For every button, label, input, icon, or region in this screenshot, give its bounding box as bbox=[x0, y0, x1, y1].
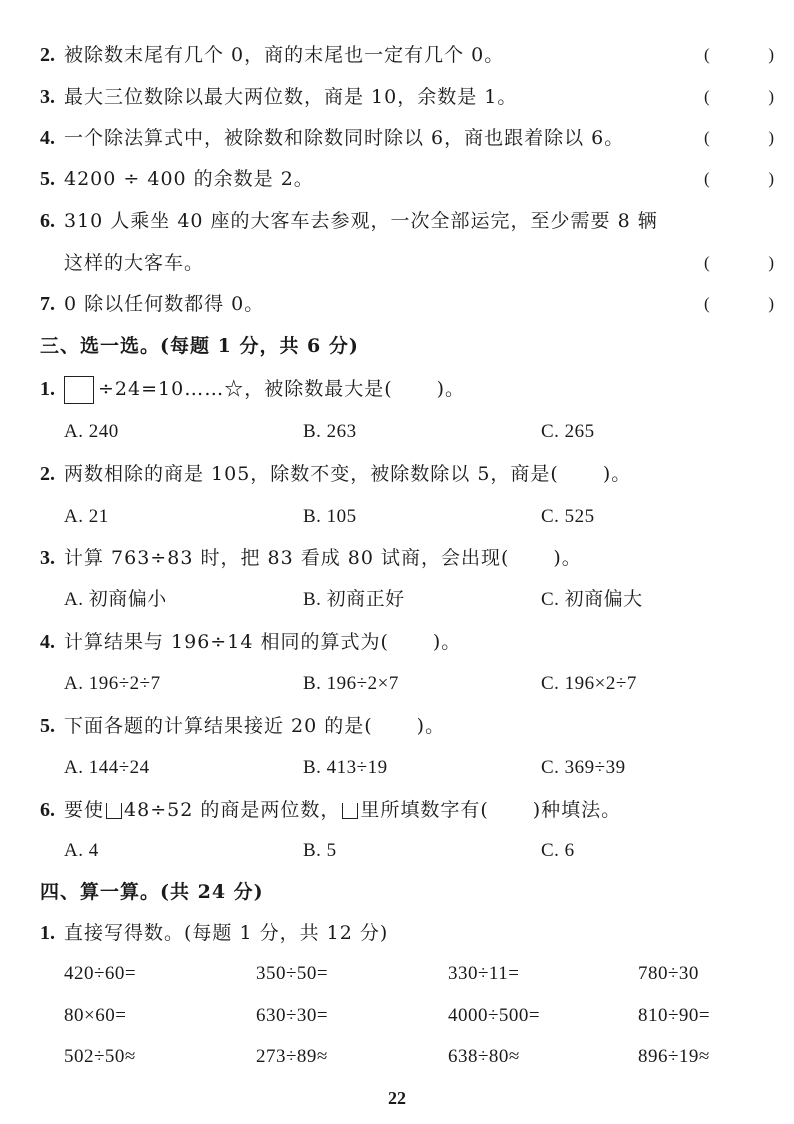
option-b[interactable]: B. 196÷2×7 bbox=[303, 673, 399, 694]
option-a[interactable]: A. 21 bbox=[64, 506, 109, 527]
option-a[interactable]: A. 240 bbox=[64, 421, 119, 442]
calc-item[interactable]: 896÷19≈ bbox=[638, 1046, 710, 1067]
judge-item bbox=[0, 118, 794, 158]
answer-bracket[interactable]: ( ) bbox=[704, 87, 774, 106]
calc-row bbox=[0, 1037, 794, 1077]
item-number: 3. bbox=[40, 86, 55, 108]
section-heading bbox=[0, 326, 794, 366]
calc-row bbox=[0, 996, 794, 1036]
sub-question bbox=[0, 913, 794, 953]
choice-options bbox=[0, 831, 794, 871]
item-number: 1. bbox=[40, 378, 55, 400]
answer-bracket[interactable]: ( ) bbox=[704, 45, 774, 64]
item-text: 4200 ÷ 400 的余数是 2。 bbox=[64, 168, 314, 190]
choice-question bbox=[0, 538, 794, 578]
option-a[interactable]: A. 4 bbox=[64, 840, 99, 861]
digit-box[interactable] bbox=[106, 803, 122, 819]
calc-item[interactable]: 4000÷500= bbox=[448, 1005, 541, 1026]
judge-item bbox=[0, 77, 794, 117]
judge-item bbox=[0, 201, 794, 241]
choice-question bbox=[0, 454, 794, 494]
item-number: 5. bbox=[40, 715, 55, 737]
answer-bracket[interactable]: ( ) bbox=[704, 294, 774, 313]
option-c[interactable]: C. 6 bbox=[541, 840, 575, 861]
item-text: 直接写得数。(每题 1 分，共 12 分) bbox=[64, 922, 389, 944]
item-text: 310 人乘坐 40 座的大客车去参观，一次全部运完，至少需要 8 辆 bbox=[64, 210, 658, 232]
answer-box[interactable] bbox=[64, 376, 94, 404]
page-number: 22 bbox=[388, 1088, 406, 1108]
item-text: 0 除以任何数都得 0。 bbox=[64, 293, 265, 315]
calc-item[interactable]: 330÷11= bbox=[448, 963, 520, 984]
answer-bracket[interactable]: ( ) bbox=[704, 128, 774, 147]
option-b[interactable]: B. 105 bbox=[303, 506, 357, 527]
option-a[interactable]: A. 初商偏小 bbox=[64, 589, 167, 610]
option-a[interactable]: A. 196÷2÷7 bbox=[64, 673, 161, 694]
option-c[interactable]: C. 初商偏大 bbox=[541, 589, 643, 610]
choice-options bbox=[0, 497, 794, 537]
judge-item bbox=[0, 35, 794, 75]
choice-options bbox=[0, 664, 794, 704]
calc-item[interactable]: 80×60= bbox=[64, 1005, 127, 1026]
option-b[interactable]: B. 5 bbox=[303, 840, 337, 861]
option-b[interactable]: B. 263 bbox=[303, 421, 357, 442]
item-number: 4. bbox=[40, 127, 55, 149]
calc-item[interactable]: 502÷50≈ bbox=[64, 1046, 136, 1067]
judge-item bbox=[0, 284, 794, 324]
item-text: 计算 763÷83 时，把 83 看成 80 试商，会出现( )。 bbox=[64, 547, 582, 569]
choice-question bbox=[0, 369, 794, 409]
choice-question bbox=[0, 706, 794, 746]
answer-bracket[interactable]: ( ) bbox=[704, 253, 774, 272]
item-text: ÷24=10……☆，被除数最大是( )。 bbox=[64, 369, 465, 409]
item-text: 下面各题的计算结果接近 20 的是( )。 bbox=[64, 715, 446, 737]
item-number: 1. bbox=[40, 922, 55, 944]
item-text: 最大三位数除以最大两位数，商是 10，余数是 1。 bbox=[64, 86, 518, 108]
item-text: 要使 48÷52 的商是两位数， 里所填数字有( )种填法。 bbox=[64, 799, 622, 821]
item-number: 7. bbox=[40, 293, 55, 315]
calc-item[interactable]: 810÷90= bbox=[638, 1005, 711, 1026]
item-number: 3. bbox=[40, 547, 55, 569]
judge-item bbox=[0, 159, 794, 199]
calc-row bbox=[0, 954, 794, 994]
calc-item[interactable]: 350÷50= bbox=[256, 963, 329, 984]
item-number: 6. bbox=[40, 210, 55, 232]
item-number: 5. bbox=[40, 168, 55, 190]
choice-options bbox=[0, 412, 794, 452]
item-text: 两数相除的商是 105，除数不变，被除数除以 5，商是( )。 bbox=[64, 463, 632, 485]
section-title: 四、算一算。(共 24 分) bbox=[40, 881, 264, 903]
option-b[interactable]: B. 初商正好 bbox=[303, 589, 405, 610]
item-text: 一个除法算式中，被除数和除数同时除以 6，商也跟着除以 6。 bbox=[64, 127, 625, 149]
calc-item[interactable]: 420÷60= bbox=[64, 963, 137, 984]
option-b[interactable]: B. 413÷19 bbox=[303, 757, 388, 778]
calc-item[interactable]: 780÷30 bbox=[638, 963, 699, 984]
section-heading bbox=[0, 872, 794, 912]
option-a[interactable]: A. 144÷24 bbox=[64, 757, 150, 778]
calc-item[interactable]: 630÷30= bbox=[256, 1005, 329, 1026]
item-text: 被除数末尾有几个 0，商的末尾也一定有几个 0。 bbox=[64, 44, 505, 66]
choice-question bbox=[0, 790, 794, 830]
option-c[interactable]: C. 265 bbox=[541, 421, 595, 442]
item-number: 2. bbox=[40, 44, 55, 66]
choice-options bbox=[0, 748, 794, 788]
answer-bracket[interactable]: ( ) bbox=[704, 169, 774, 188]
section-title: 三、选一选。(每题 1 分，共 6 分) bbox=[40, 335, 359, 357]
item-text: 计算结果与 196÷14 相同的算式为( )。 bbox=[64, 631, 462, 653]
option-c[interactable]: C. 525 bbox=[541, 506, 595, 527]
item-number: 4. bbox=[40, 631, 55, 653]
option-c[interactable]: C. 369÷39 bbox=[541, 757, 626, 778]
item-text-continued: 这样的大客车。 bbox=[64, 252, 205, 274]
choice-options bbox=[0, 580, 794, 620]
judge-item-continuation bbox=[0, 243, 794, 283]
calc-item[interactable]: 273÷89≈ bbox=[256, 1046, 328, 1067]
option-c[interactable]: C. 196×2÷7 bbox=[541, 673, 637, 694]
choice-question bbox=[0, 622, 794, 662]
item-number: 6. bbox=[40, 799, 55, 821]
calc-item[interactable]: 638÷80≈ bbox=[448, 1046, 520, 1067]
item-number: 2. bbox=[40, 463, 55, 485]
digit-box bbox=[342, 803, 358, 819]
